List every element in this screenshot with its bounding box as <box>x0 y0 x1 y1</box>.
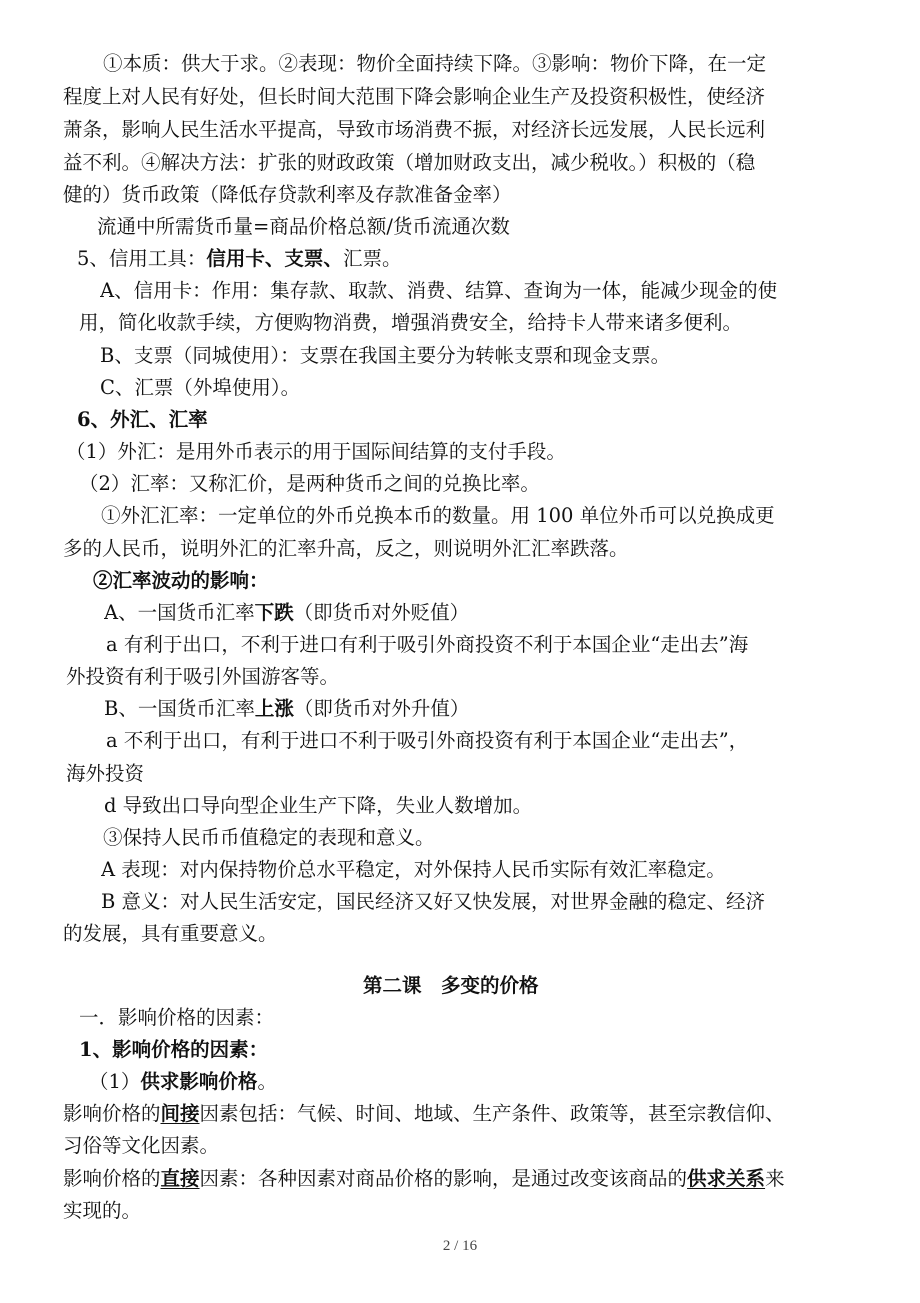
subsection-heading: 1、影响价格的因素： <box>79 1038 269 1061</box>
text-line: C、汇票（外埠使用）。 <box>100 376 301 399</box>
text-line: ③保持人民币币值稳定的表现和意义。 <box>103 826 435 849</box>
text-line <box>104 596 920 630</box>
text-line: ①本质：供大于求。②表现：物价全面持续下降。③影响：物价下降，在一定 <box>103 52 767 75</box>
text-line: B、支票（同城使用）：支票在我国主要分为转帐支票和现金支票。 <box>100 344 671 367</box>
underlined-bold-text: 直接 <box>160 1167 200 1190</box>
text-line <box>104 692 920 726</box>
text-line: A、信用卡：作用：集存款、取款、消费、结算、查询为一体，能减少现金的使 <box>100 279 778 302</box>
text-line: a 有利于出口，不利于进口有利于吸引外商投资不利于本国企业“走出去”海 <box>106 633 749 656</box>
bold-text: 上涨 <box>254 697 294 720</box>
text-line <box>89 1065 920 1099</box>
text-span: （1） <box>89 1070 141 1093</box>
text-line <box>63 1097 920 1131</box>
text-span: A、一国货币汇率 <box>104 601 255 624</box>
text-span: 因素包括：气候、时间、地域、生产条件、政策等，甚至宗教信仰、 <box>199 1102 785 1125</box>
text-span: 影响价格的 <box>63 1167 161 1190</box>
text-span: B、一国货币汇率 <box>104 697 255 720</box>
lesson-title: 第二课 多变的价格 <box>363 974 539 997</box>
text-line: （1）外汇：是用外币表示的用于国际间结算的支付手段。 <box>66 440 566 463</box>
text-span: （即货币对外贬值） <box>293 601 470 624</box>
text-span: 。 <box>257 1070 277 1093</box>
heading-rate-impact: ②汇率波动的影响： <box>93 569 269 592</box>
text-span: （即货币对外升值） <box>293 697 470 720</box>
text-span: 来 <box>765 1167 785 1190</box>
text-span: 5、信用工具： <box>77 247 207 270</box>
bold-text: 信用卡、支票、 <box>206 247 343 270</box>
text-line: 流通中所需货币量=商品价格总额/货币流通次数 <box>97 215 510 238</box>
section-heading: 一．影响价格的因素： <box>79 1006 275 1029</box>
bold-text: 供求影响价格 <box>140 1070 258 1093</box>
text-line <box>63 1162 920 1196</box>
text-line: 程度上对人民有好处，但长时间大范围下降会影响企业生产及投资积极性，使经济 <box>63 85 766 108</box>
text-line: B 意义：对人民生活安定，国民经济又好又快发展，对世界金融的稳定、经济 <box>101 890 766 913</box>
text-line: 用，简化收款手续，方便购物消费，增强消费安全，给持卡人带来诸多便利。 <box>79 311 743 334</box>
text-line: a 不利于出口，有利于进口不利于吸引外商投资有利于本国企业“走出去”， <box>106 729 749 752</box>
page-number: 2 / 16 <box>442 1238 478 1254</box>
text-span: 汇票。 <box>342 247 402 270</box>
text-line: 外投资有利于吸引外国游客等。 <box>66 665 340 688</box>
underlined-bold-text: 间接 <box>160 1102 200 1125</box>
text-span: 影响价格的 <box>63 1102 161 1125</box>
text-span: 因素：各种因素对商品价格的影响，是通过改变该商品的 <box>199 1167 688 1190</box>
text-line: ①外汇汇率：一定单位的外币兑换本币的数量。用 100 单位外币可以兑换成更 <box>101 504 775 527</box>
heading-credit-tools <box>77 242 920 276</box>
underlined-bold-text: 供求关系 <box>687 1167 766 1190</box>
text-line: 萧条，影响人民生活水平提高，导致市场消费不振，对经济长远发展，人民长远利 <box>63 118 766 141</box>
text-line: 益不利。④解决方法：扩张的财政政策（增加财政支出，减少税收。）积极的（稳 <box>63 151 756 174</box>
text-line: 健的）货币政策（降低存贷款利率及存款准备金率） <box>63 183 512 206</box>
text-line: 实现的。 <box>63 1199 142 1222</box>
text-line: d 导致出口导向型企业生产下降，失业人数增加。 <box>104 794 533 817</box>
text-line: （2）汇率：又称汇价，是两种货币之间的兑换比率。 <box>79 472 540 495</box>
text-line: 多的人民币，说明外汇的汇率升高，反之，则说明外汇汇率跌落。 <box>63 537 629 560</box>
text-line: 习俗等文化因素。 <box>63 1134 220 1157</box>
text-line: A 表现：对内保持物价总水平稳定，对外保持人民币实际有效汇率稳定。 <box>101 858 726 881</box>
bold-text: 下跌 <box>254 601 294 624</box>
heading-forex: 6、外汇、汇率 <box>77 408 208 431</box>
text-line: 的发展，具有重要意义。 <box>63 922 278 945</box>
text-line: 海外投资 <box>66 762 145 785</box>
